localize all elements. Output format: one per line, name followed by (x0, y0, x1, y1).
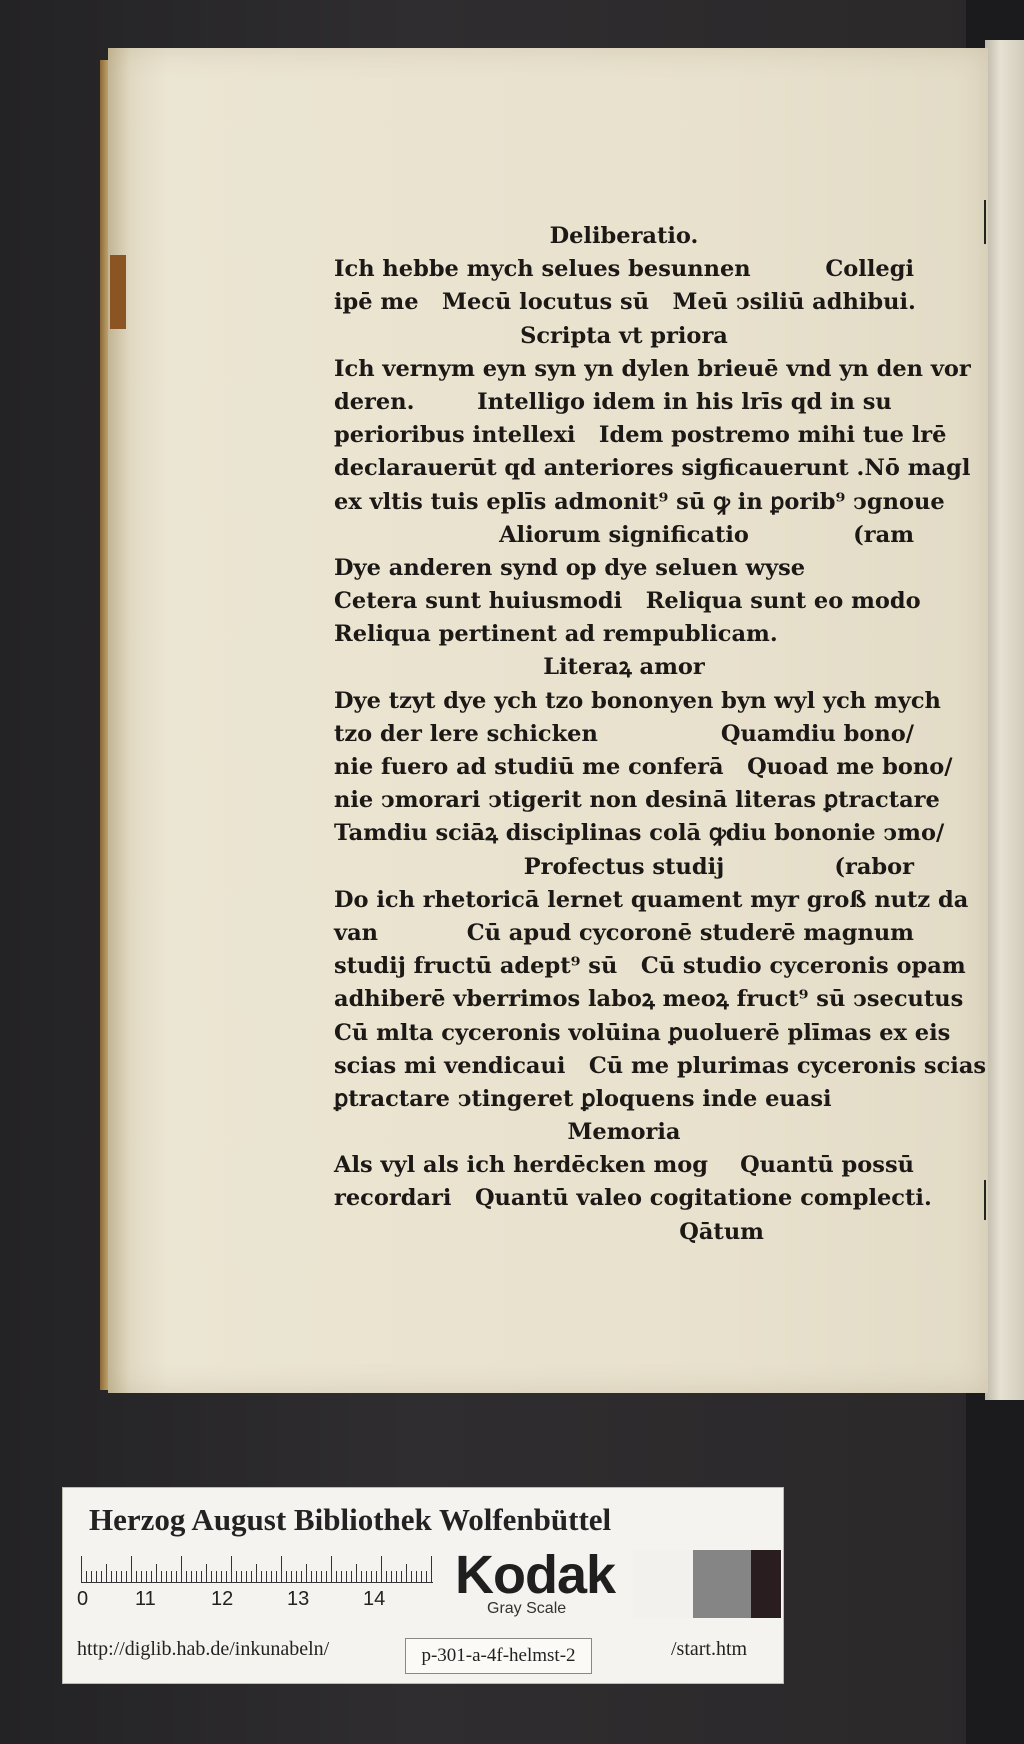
ruler-tick (316, 1571, 317, 1582)
text-line (334, 552, 914, 585)
text-line-main: scias mi vendicaui Cū me plurimas cyceronis scias (334, 1052, 987, 1079)
ruler-tick (146, 1571, 147, 1582)
text-line-main: Deliberatio. (549, 223, 699, 249)
text-line-main: Do ich rhetoricā lernet quament myr groß nutz da (334, 886, 969, 913)
text-line (334, 751, 953, 784)
text-line (334, 519, 914, 552)
text-line-right: Quantū possū (740, 1152, 914, 1179)
ruler-tick (391, 1571, 392, 1582)
ruler-tick (416, 1571, 417, 1582)
ruler-tick (201, 1571, 202, 1582)
color-target-card (62, 1487, 784, 1684)
ruler-tick (381, 1556, 382, 1582)
ruler-tick (216, 1571, 217, 1582)
ruler-tick (346, 1571, 347, 1582)
ruler-tick (81, 1556, 82, 1582)
ruler-tick (241, 1571, 242, 1582)
text-line (334, 718, 914, 751)
text-line (334, 220, 914, 253)
url-prefix: http://diglib.hab.de/inkunabeln/ (77, 1638, 330, 1660)
ruler-tick (106, 1564, 107, 1582)
text-line-main: nie fuero ad studiū me conferā Quoad me bono/ (334, 754, 953, 780)
ruler-tick (276, 1571, 277, 1582)
text-line-main: ex vltis tuis eplīs admonit⁹ sū ꝙ in ꝑorib⁹ ↄgnoue (334, 488, 945, 515)
ruler-tick (246, 1571, 247, 1582)
ruler-tick (386, 1571, 387, 1582)
text-line (334, 651, 914, 684)
ruler-tick (101, 1571, 102, 1582)
text-line (334, 1116, 914, 1149)
ruler-tick (341, 1571, 342, 1582)
gray-patch-dark (751, 1550, 781, 1618)
ruler-tick (411, 1571, 412, 1582)
text-line-main: Aliorum significatio (499, 521, 749, 548)
ruler-tick (171, 1571, 172, 1582)
text-line (334, 784, 940, 817)
text-line (334, 386, 914, 419)
ruler-tick (136, 1571, 137, 1582)
text-line-main: Literaꝝ amor (543, 654, 705, 681)
text-line-main: nie ↄmorari ↄtigerit non desinā literas ꝑtractare (334, 787, 940, 814)
ruler-tick (306, 1564, 307, 1582)
ruler-tick (301, 1571, 302, 1582)
url-suffix: /start.htm (671, 1638, 748, 1660)
text-line-main: van (334, 919, 379, 946)
text-line (334, 1149, 914, 1182)
text-line-main: Scripta vt priora (520, 322, 728, 349)
text-line (334, 685, 941, 718)
ruler-tick (356, 1564, 357, 1582)
text-line (334, 320, 914, 353)
text-line-main: Qātum (679, 1218, 764, 1245)
ruler-tick (236, 1571, 237, 1582)
text-line-main: Reliqua pertinent ad rempublicam. (334, 621, 778, 648)
ruler-tick (266, 1571, 267, 1582)
text-line-main: recordari Quantū valeo cogitatione complecti. (334, 1185, 932, 1212)
text-line-main: Dye tzyt dye ych tzo bononyen byn wyl ych mych (334, 687, 941, 714)
text-line-right: (ram (853, 521, 914, 548)
margin-mark (984, 200, 986, 244)
text-line (334, 884, 969, 917)
text-line-main: studij fructū adept⁹ sū Cū studio cyceronis opam (334, 953, 966, 980)
ruler-tick (176, 1571, 177, 1582)
ruler-tick (196, 1571, 197, 1582)
ruler-tick (226, 1571, 227, 1582)
text-line-main: Profectus studij (523, 853, 725, 880)
text-line (334, 851, 914, 884)
ruler-tick (351, 1571, 352, 1582)
ruler-tick (151, 1571, 152, 1582)
ruler-tick (291, 1571, 292, 1582)
ruler-tick (336, 1571, 337, 1582)
text-line (334, 1216, 914, 1249)
ruler-tick (191, 1571, 192, 1582)
text-line (334, 452, 971, 485)
ruler-tick (111, 1571, 112, 1582)
text-line-right: Cū apud cycoronē studerē magnum (466, 919, 914, 946)
text-line-main: deren. Intelligo idem in his lrīs qd in su (334, 388, 892, 415)
text-line-main: adhiberē vberrimos laboꝝ meoꝝ fruct⁹ sū ↄsecutus (334, 986, 964, 1013)
binding-thread-mark (110, 255, 126, 329)
printed-text-block (334, 220, 987, 1249)
text-line (334, 917, 914, 950)
ruler-tick (286, 1571, 287, 1582)
text-line-right: Collegi (825, 256, 914, 283)
text-line (334, 1083, 914, 1116)
text-line-main: ꝑtractare ↄtingeret ꝑloquens inde euasi (334, 1085, 832, 1112)
ruler-tick (426, 1571, 427, 1582)
ruler-tick (331, 1556, 332, 1582)
ruler-tick (271, 1571, 272, 1582)
ruler-number: 13 (287, 1588, 310, 1610)
gray-patch-white (633, 1550, 693, 1618)
text-line-right: (rabor (834, 853, 914, 880)
text-line (334, 983, 964, 1016)
ruler-tick (281, 1556, 282, 1582)
ruler-tick (361, 1571, 362, 1582)
ruler-tick (326, 1571, 327, 1582)
ruler-baseline (81, 1582, 433, 1583)
ruler-tick (156, 1564, 157, 1582)
text-line (334, 286, 914, 319)
ruler-tick (431, 1556, 432, 1582)
ruler-tick (421, 1571, 422, 1582)
ruler-tick (161, 1571, 162, 1582)
ruler-tick (121, 1571, 122, 1582)
gray-scale-label: Gray Scale (487, 1600, 567, 1617)
text-line (334, 253, 914, 286)
ruler-tick (91, 1571, 92, 1582)
text-line (334, 353, 971, 386)
text-line (334, 419, 947, 452)
text-line (334, 817, 945, 850)
ruler-tick (126, 1571, 127, 1582)
text-line (334, 585, 921, 618)
text-line-main: perioribus intellexi Idem postremo mihi tue lrē (334, 422, 947, 449)
text-line-main: Als vyl als ich herdēcken mog (334, 1152, 709, 1179)
facing-page-edge (985, 40, 1024, 1400)
text-line (334, 1050, 987, 1083)
text-line-main: tzo der lere schicken (334, 720, 598, 747)
margin-mark (984, 1180, 986, 1220)
library-title: Herzog August Bibliothek Wolfenbüttel (89, 1502, 612, 1537)
text-line-main: Ich vernym eyn syn yn dylen brieuē vnd yn den vor (334, 355, 971, 382)
ruler-number: 11 (135, 1588, 156, 1610)
ruler-tick (396, 1571, 397, 1582)
text-line (334, 486, 945, 519)
ruler-tick (96, 1571, 97, 1582)
ruler-tick (141, 1571, 142, 1582)
text-line-main: Dye anderen synd op dye seluen wyse (334, 554, 806, 581)
ruler-tick (206, 1564, 207, 1582)
text-line (334, 618, 914, 651)
kodak-logo: Kodak (455, 1545, 616, 1605)
measurement-ruler (81, 1554, 433, 1582)
text-line-main: Cū mlta cyceronis volūina ꝑuoluerē plīmas ex eis (334, 1019, 951, 1046)
ruler-tick (186, 1571, 187, 1582)
text-line (334, 1182, 932, 1215)
text-line-main: Memoria (567, 1119, 681, 1146)
ruler-tick (261, 1571, 262, 1582)
text-line-main: Cetera sunt huiusmodi Reliqua sunt eo modo (334, 588, 921, 615)
ruler-tick (401, 1571, 402, 1582)
shelfmark: p-301-a-4f-helmst-2 (405, 1638, 592, 1674)
gray-patch-mid (693, 1550, 751, 1618)
text-line (334, 950, 966, 983)
ruler-number: 0 (77, 1588, 89, 1610)
text-line (334, 1017, 951, 1050)
ruler-tick (166, 1571, 167, 1582)
ruler-tick (86, 1571, 87, 1582)
ruler-number: 12 (211, 1588, 234, 1610)
text-line-main: ipē me Mecū locutus sū Meū ↄsiliū adhibui. (334, 289, 916, 316)
text-line-main: declarauerūt qd anteriores sigficauerunt .Nō magl (334, 455, 971, 482)
text-line-main: Ich hebbe mych selues besunnen (334, 256, 751, 283)
ruler-tick (231, 1556, 232, 1582)
ruler-tick (256, 1564, 257, 1582)
ruler-tick (376, 1571, 377, 1582)
ruler-tick (321, 1571, 322, 1582)
ruler-tick (311, 1571, 312, 1582)
ruler-tick (211, 1571, 212, 1582)
text-line-right: Quamdiu bono/ (720, 720, 914, 747)
ruler-tick (131, 1556, 132, 1582)
ruler-number: 14 (363, 1588, 386, 1610)
ruler-tick (251, 1571, 252, 1582)
ruler-tick (221, 1571, 222, 1582)
ruler-tick (296, 1571, 297, 1582)
ruler-tick (406, 1564, 407, 1582)
text-line-main: Tamdiu sciāꝝ disciplinas colā ꝙdiu bononie ↄmo/ (334, 820, 945, 847)
ruler-tick (116, 1571, 117, 1582)
ruler-tick (181, 1556, 182, 1582)
ruler-tick (366, 1571, 367, 1582)
ruler-tick (371, 1571, 372, 1582)
